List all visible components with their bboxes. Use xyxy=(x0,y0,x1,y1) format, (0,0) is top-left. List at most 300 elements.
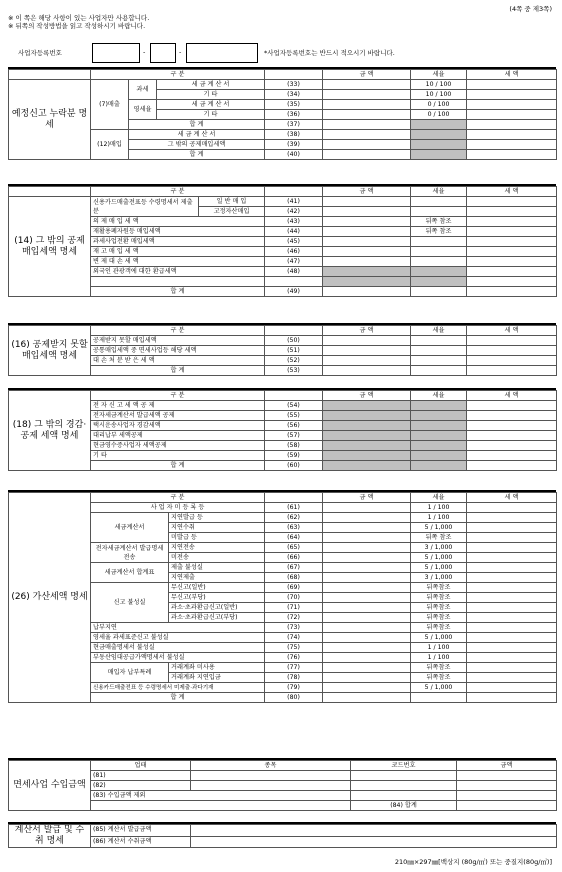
dash: - xyxy=(143,48,146,56)
tax-cell[interactable] xyxy=(467,593,557,603)
rate-cell: 뒤쪽참조 xyxy=(411,603,467,613)
tax-cell[interactable] xyxy=(467,533,557,543)
row-number: (35) xyxy=(265,100,323,110)
header-item: 종목 xyxy=(191,761,351,771)
row-number: (42) xyxy=(265,207,323,217)
row-number: (66) xyxy=(265,553,323,563)
amount-cell[interactable] xyxy=(323,237,411,247)
header-rate: 세율 xyxy=(411,70,467,80)
tax-cell[interactable] xyxy=(467,150,557,160)
row-label: (81) xyxy=(91,771,191,781)
shaded-cell xyxy=(411,140,467,150)
row-label: 의 제 매 입 세 액 xyxy=(91,217,265,227)
amount-cell[interactable] xyxy=(323,523,411,533)
row-number: (47) xyxy=(265,257,323,267)
rate-cell: 3 / 1,000 xyxy=(411,543,467,553)
row-label: 사 업 자 미 등 록 등 xyxy=(91,503,265,513)
row-number: (56) xyxy=(265,421,323,431)
row-label: (85) 계산서 발급금액 xyxy=(91,825,191,837)
amount-cell[interactable] xyxy=(323,543,411,553)
shaded-cell xyxy=(411,130,467,140)
row-label: 제출 불성실 xyxy=(169,563,265,573)
row-label: 현금매출명세서 불성실 xyxy=(91,643,265,653)
rate-cell: 5 / 1,000 xyxy=(411,563,467,573)
row-number: (78) xyxy=(265,673,323,683)
row-number: (34) xyxy=(265,90,323,100)
row-label: 전자세금계산서 발급세액 공제 xyxy=(91,411,265,421)
header-code: 코드번호 xyxy=(351,761,457,771)
row-label: (83) 수입금액 제외 xyxy=(91,791,351,801)
note-line: ※ 뒤쪽의 작성방법을 읽고 작성하시기 바랍니다. xyxy=(8,22,146,30)
section-26-penalty xyxy=(8,490,556,703)
amount-cell[interactable] xyxy=(323,257,411,267)
row-label: 과세사업전환 매입세액 xyxy=(91,237,265,247)
amount-cell[interactable] xyxy=(323,623,411,633)
amount-cell[interactable] xyxy=(323,663,411,673)
row-label: 합 계 xyxy=(91,366,265,376)
section-title: (18) 그 밖의 경감·공제 세액 명세 xyxy=(9,391,91,471)
header-category: 구 분 xyxy=(91,391,265,401)
amount-cell[interactable] xyxy=(323,140,411,150)
tax-cell[interactable] xyxy=(467,140,557,150)
row-number: (57) xyxy=(265,431,323,441)
section-title: 예정신고 누락분 명세 xyxy=(9,80,91,160)
rate-cell: 10 / 100 xyxy=(411,90,467,100)
header-rate: 세율 xyxy=(411,187,467,197)
rate-cell: 뒤쪽참조 xyxy=(411,663,467,673)
header-business-type: 업태 xyxy=(91,761,191,771)
shaded-cell xyxy=(411,431,467,441)
rate-cell xyxy=(411,693,467,703)
tax-cell[interactable] xyxy=(467,287,557,297)
rate-cell: 1 / 100 xyxy=(411,513,467,523)
header-tax: 세 액 xyxy=(467,326,557,336)
shaded-cell xyxy=(411,401,467,411)
fixed-asset-label: 고정자산매입 xyxy=(199,207,265,217)
exempt-income-section xyxy=(8,758,556,811)
row-label: (86) 계산서 수취금액 xyxy=(91,836,191,848)
tax-cell[interactable] xyxy=(467,356,557,366)
rate-cell: 0 / 100 xyxy=(411,100,467,110)
rate-cell xyxy=(411,207,467,217)
row-number: (77) xyxy=(265,663,323,673)
amount-cell[interactable] xyxy=(323,356,411,366)
row-number: (73) xyxy=(265,623,323,633)
tax-cell[interactable] xyxy=(467,217,557,227)
section-title: (14) 그 밖의 공제 매입세액 명세 xyxy=(9,197,91,297)
tax-cell[interactable] xyxy=(467,120,557,130)
row-label: 신용카드매출전표 등 수령명세서 미제출·과다기재 xyxy=(91,683,265,693)
shaded-cell xyxy=(323,267,411,277)
shaded-cell xyxy=(323,401,411,411)
group-label: 세금계산서 합계표 xyxy=(91,563,169,583)
code-cell[interactable] xyxy=(351,791,457,801)
row-number: (67) xyxy=(265,563,323,573)
row-label: 공제받지 못할 매입세액 xyxy=(91,336,265,346)
amount-cell[interactable] xyxy=(323,673,411,683)
tax-cell[interactable] xyxy=(467,461,557,471)
row-number: (80) xyxy=(265,693,323,703)
tax-cell[interactable] xyxy=(467,267,557,277)
row-label: 무신고(부당) xyxy=(169,593,265,603)
row-label: 합 계 xyxy=(129,150,265,160)
row-label: 지연수취 xyxy=(169,523,265,533)
rate-cell: 뒤쪽 참조 xyxy=(411,227,467,237)
shaded-cell xyxy=(411,411,467,421)
row-number: (62) xyxy=(265,513,323,523)
tax-cell[interactable] xyxy=(467,553,557,563)
amount-cell[interactable] xyxy=(323,613,411,623)
shaded-cell xyxy=(323,421,411,431)
tax-cell[interactable] xyxy=(467,653,557,663)
rate-cell: 1 / 100 xyxy=(411,653,467,663)
header-rate: 세율 xyxy=(411,391,467,401)
section-title: 면세사업 수입금액 xyxy=(9,761,91,811)
rate-cell: 5 / 1,000 xyxy=(411,683,467,693)
row-label: (82) xyxy=(91,781,191,791)
row-label: 미전송 xyxy=(169,553,265,563)
tax-cell[interactable] xyxy=(467,583,557,593)
code-cell[interactable] xyxy=(351,781,457,791)
amount-cell[interactable] xyxy=(323,100,411,110)
row-label: 대리납부 세액공제 xyxy=(91,431,265,441)
row-label: 부동산임대공급가액명세서 불성실 xyxy=(91,653,265,663)
tax-cell[interactable] xyxy=(467,366,557,376)
row-number: (65) xyxy=(265,543,323,553)
row-number: (51) xyxy=(265,346,323,356)
amount-cell[interactable] xyxy=(323,217,411,227)
tax-cell[interactable] xyxy=(467,207,557,217)
row-number: (59) xyxy=(265,451,323,461)
amount-cell[interactable] xyxy=(323,693,411,703)
tax-cell[interactable] xyxy=(467,130,557,140)
amount-cell[interactable] xyxy=(323,573,411,583)
tax-cell[interactable] xyxy=(467,431,557,441)
row-label: 합 계 xyxy=(91,461,265,471)
amount-cell[interactable] xyxy=(323,603,411,613)
row-label: 재 고 매 입 세 액 xyxy=(91,247,265,257)
shaded-cell xyxy=(323,411,411,421)
row-label: 세 금 계 산 서 xyxy=(157,80,265,90)
tax-cell[interactable] xyxy=(467,563,557,573)
group-label: 전자세금계산서 발급명세 전송 xyxy=(91,543,169,563)
card-label: 신용카드매출전표등 수령명세서 제출분 xyxy=(91,197,199,217)
row-number: (48) xyxy=(265,267,323,277)
rate-cell xyxy=(411,197,467,207)
amount-cell[interactable] xyxy=(191,825,557,837)
row-label: 지연제출 xyxy=(169,573,265,583)
general-purchase-label: 일 반 매 입 xyxy=(199,197,265,207)
section-16-nondeductible xyxy=(8,323,556,376)
row-label: 지연전송 xyxy=(169,543,265,553)
shaded-cell xyxy=(411,451,467,461)
registration-field-1[interactable] xyxy=(92,43,140,63)
shaded-cell xyxy=(411,461,467,471)
header-amount: 금 액 xyxy=(323,187,411,197)
row-label: 전 자 신 고 세 액 공 제 xyxy=(91,401,265,411)
shaded-cell xyxy=(411,120,467,130)
row-number: (36) xyxy=(265,110,323,120)
group-label: 신고 불성실 xyxy=(91,583,169,623)
amount-cell[interactable] xyxy=(323,120,411,130)
shaded-cell xyxy=(411,150,467,160)
row-number: (58) xyxy=(265,441,323,451)
header-tax: 세 액 xyxy=(467,391,557,401)
tax-cell[interactable] xyxy=(467,90,557,100)
row-label: 과소·초과환급신고(일반) xyxy=(169,603,265,613)
row-number: (74) xyxy=(265,633,323,643)
item-cell[interactable] xyxy=(191,781,351,791)
shaded-cell xyxy=(323,461,411,471)
row-label: 거래계좌 미사용 xyxy=(169,663,265,673)
purchase-label: (12)매입 xyxy=(91,130,129,160)
notes xyxy=(8,14,149,30)
row-number: (37) xyxy=(265,120,323,130)
header-tax: 세 액 xyxy=(467,70,557,80)
header-amount: 금 액 xyxy=(323,391,411,401)
registration-note: *사업자등록번호는 반드시 적으시기 바랍니다. xyxy=(264,49,395,57)
row-number: (53) xyxy=(265,366,323,376)
tax-cell[interactable] xyxy=(467,441,557,451)
tax-cell[interactable] xyxy=(467,643,557,653)
registration-label: 사업자등록번호 xyxy=(18,49,62,57)
header-amount: 금 액 xyxy=(323,70,411,80)
amount-cell[interactable] xyxy=(323,130,411,140)
header-rate: 세율 xyxy=(411,326,467,336)
row-label: 대 손 처 분 받 은 세 액 xyxy=(91,356,265,366)
tax-cell[interactable] xyxy=(467,100,557,110)
rate-cell: 뒤쪽 참조 xyxy=(411,533,467,543)
row-number: (68) xyxy=(265,573,323,583)
row-number: (41) xyxy=(265,197,323,207)
row-label: 기 타 xyxy=(157,90,265,100)
row-number: (72) xyxy=(265,613,323,623)
tax-cell[interactable] xyxy=(467,451,557,461)
rate-cell: 5 / 1,000 xyxy=(411,523,467,533)
shaded-cell xyxy=(323,431,411,441)
amount-cell[interactable] xyxy=(323,683,411,693)
row-number: (39) xyxy=(265,140,323,150)
row-label: 지연발급 등 xyxy=(169,513,265,523)
row-label: 납부지연 xyxy=(91,623,265,633)
row-number: (50) xyxy=(265,336,323,346)
row-number: (61) xyxy=(265,503,323,513)
note-line: ※ 이 쪽은 해당 사항이 있는 사업자만 사용합니다. xyxy=(8,14,150,22)
row-label: 기 타 xyxy=(91,451,265,461)
section-title: (16) 공제받지 못할 매입세액 명세 xyxy=(9,326,91,376)
group-label: 매입자 납부특례 xyxy=(91,663,169,683)
row-label: 세 금 계 산 서 xyxy=(157,100,265,110)
rate-cell: 1 / 100 xyxy=(411,503,467,513)
rate-cell xyxy=(411,287,467,297)
page-number: (4쪽 중 제3쪽) xyxy=(509,5,552,13)
tax-cell[interactable] xyxy=(467,573,557,583)
row-label: 영세율 과세표준신고 불성실 xyxy=(91,633,265,643)
row-label: 공통매입세액 중 면세사업등 해당 세액 xyxy=(91,346,265,356)
section-title: 계산서 발급 및 수취 명세 xyxy=(9,825,91,848)
registration-field-2[interactable] xyxy=(150,43,176,63)
rate-cell xyxy=(411,257,467,267)
row-number: (52) xyxy=(265,356,323,366)
header-amount: 금액 xyxy=(457,761,557,771)
amount-cell[interactable] xyxy=(323,633,411,643)
rate-cell: 뒤쪽참조 xyxy=(411,593,467,603)
rate-cell: 뒤쪽 참조 xyxy=(411,217,467,227)
amount-cell[interactable] xyxy=(323,593,411,603)
amount-cell[interactable] xyxy=(323,227,411,237)
tax-cell[interactable] xyxy=(467,523,557,533)
amount-cell[interactable] xyxy=(323,207,411,217)
tax-cell[interactable] xyxy=(467,663,557,673)
paper-spec: 210㎜×297㎜[백상지 (80g/㎡) 또는 중질지(80g/㎡)] xyxy=(394,858,552,866)
section-18-other-reductions xyxy=(8,388,556,471)
shaded-cell xyxy=(323,277,411,287)
section-title: (26) 가산세액 명세 xyxy=(9,493,91,703)
row-number: (43) xyxy=(265,217,323,227)
tax-cell[interactable] xyxy=(467,543,557,553)
shaded-cell xyxy=(411,267,467,277)
rate-cell: 5 / 1,000 xyxy=(411,553,467,563)
amount-cell[interactable] xyxy=(323,583,411,593)
row-label: 과소·초과환급신고(부당) xyxy=(169,613,265,623)
tax-cell[interactable] xyxy=(467,336,557,346)
tax-cell[interactable] xyxy=(467,257,557,267)
code-cell[interactable] xyxy=(351,771,457,781)
header-rate: 세율 xyxy=(411,493,467,503)
row-label: 현금영수증사업자 세액공제 xyxy=(91,441,265,451)
tax-cell[interactable] xyxy=(467,411,557,421)
tax-cell[interactable] xyxy=(467,673,557,683)
row-label: 변 제 대 손 세 액 xyxy=(91,257,265,267)
tax-cell[interactable] xyxy=(467,603,557,613)
header-tax: 세 액 xyxy=(467,493,557,503)
row-number: (54) xyxy=(265,401,323,411)
rate-cell xyxy=(411,247,467,257)
amount-cell[interactable] xyxy=(191,836,557,848)
header-category: 구 분 xyxy=(91,326,265,336)
row-number: (45) xyxy=(265,237,323,247)
rate-cell xyxy=(411,336,467,346)
rate-cell: 뒤쪽참조 xyxy=(411,623,467,633)
header-tax: 세 액 xyxy=(467,187,557,197)
row-number: (40) xyxy=(265,150,323,160)
amount-cell[interactable] xyxy=(323,110,411,120)
amount-cell[interactable] xyxy=(323,503,411,513)
tax-cell[interactable] xyxy=(467,693,557,703)
amount-cell[interactable] xyxy=(457,781,557,791)
amount-cell[interactable] xyxy=(457,791,557,801)
tax-cell[interactable] xyxy=(467,683,557,693)
blank-row xyxy=(91,277,265,287)
amount-cell[interactable] xyxy=(323,653,411,663)
row-label: 미발급 등 xyxy=(169,533,265,543)
row-label: 합 계 xyxy=(91,287,265,297)
tax-cell[interactable] xyxy=(467,613,557,623)
rate-cell: 10 / 100 xyxy=(411,80,467,90)
row-number: (33) xyxy=(265,80,323,90)
rate-cell: 1 / 100 xyxy=(411,643,467,653)
shaded-cell xyxy=(411,421,467,431)
tax-cell[interactable] xyxy=(467,503,557,513)
row-number: (63) xyxy=(265,523,323,533)
taxable-label: 과세 xyxy=(129,80,157,100)
shaded-cell xyxy=(411,441,467,451)
header-category: 구 분 xyxy=(91,493,265,503)
row-number: (75) xyxy=(265,643,323,653)
amount-cell[interactable] xyxy=(323,643,411,653)
tax-cell[interactable] xyxy=(467,247,557,257)
row-label: 합 계 xyxy=(91,693,265,703)
tax-cell[interactable] xyxy=(467,197,557,207)
row-label: 기 타 xyxy=(157,110,265,120)
row-number: (38) xyxy=(265,130,323,140)
sales-label: (7)매출 xyxy=(91,80,129,130)
total-label: (84) 합계 xyxy=(351,801,457,811)
row-number: (60) xyxy=(265,461,323,471)
tax-cell[interactable] xyxy=(467,227,557,237)
header-category: 구 분 xyxy=(91,70,265,80)
header-amount: 금 액 xyxy=(323,326,411,336)
tax-cell[interactable] xyxy=(467,401,557,411)
tax-cell[interactable] xyxy=(467,513,557,523)
zero-rate-label: 영세율 xyxy=(129,100,157,120)
dash: - xyxy=(179,48,182,56)
amount-cell[interactable] xyxy=(323,336,411,346)
row-label: 재활용폐자원등 매입세액 xyxy=(91,227,265,237)
row-label: 외국인 관광객에 대한 환급세액 xyxy=(91,267,265,277)
tax-cell[interactable] xyxy=(467,346,557,356)
tax-cell[interactable] xyxy=(467,237,557,247)
group-label: 세금계산서 xyxy=(91,513,169,543)
rate-cell: 뒤쪽참조 xyxy=(411,583,467,593)
amount-cell[interactable] xyxy=(323,346,411,356)
registration-field-3[interactable] xyxy=(186,43,258,63)
amount-cell[interactable] xyxy=(323,247,411,257)
row-number: (69) xyxy=(265,583,323,593)
amount-cell[interactable] xyxy=(323,563,411,573)
amount-cell[interactable] xyxy=(323,150,411,160)
row-label: 합 계 xyxy=(129,120,265,130)
shaded-cell xyxy=(411,277,467,287)
amount-cell[interactable] xyxy=(457,771,557,781)
row-label: 택시운송사업자 경감세액 xyxy=(91,421,265,431)
tax-cell[interactable] xyxy=(467,633,557,643)
amount-cell[interactable] xyxy=(457,801,557,811)
row-label: 세 금 계 산 서 xyxy=(129,130,265,140)
header-category: 구 분 xyxy=(91,187,265,197)
tax-cell[interactable] xyxy=(467,623,557,633)
row-number: (46) xyxy=(265,247,323,257)
rate-cell: 5 / 1,000 xyxy=(411,633,467,643)
rate-cell: 뒤쪽참조 xyxy=(411,673,467,683)
amount-cell[interactable] xyxy=(323,553,411,563)
amount-cell[interactable] xyxy=(323,513,411,523)
rate-cell xyxy=(411,366,467,376)
shaded-cell xyxy=(323,451,411,461)
amount-cell[interactable] xyxy=(323,197,411,207)
amount-cell[interactable] xyxy=(323,80,411,90)
tax-cell[interactable] xyxy=(467,421,557,431)
tax-cell[interactable] xyxy=(467,110,557,120)
rate-cell: 0 / 100 xyxy=(411,110,467,120)
amount-cell[interactable] xyxy=(323,533,411,543)
tax-cell[interactable] xyxy=(467,80,557,90)
item-cell[interactable] xyxy=(191,771,351,781)
amount-cell[interactable] xyxy=(323,366,411,376)
row-number: (64) xyxy=(265,533,323,543)
amount-cell[interactable] xyxy=(323,287,411,297)
amount-cell[interactable] xyxy=(323,90,411,100)
